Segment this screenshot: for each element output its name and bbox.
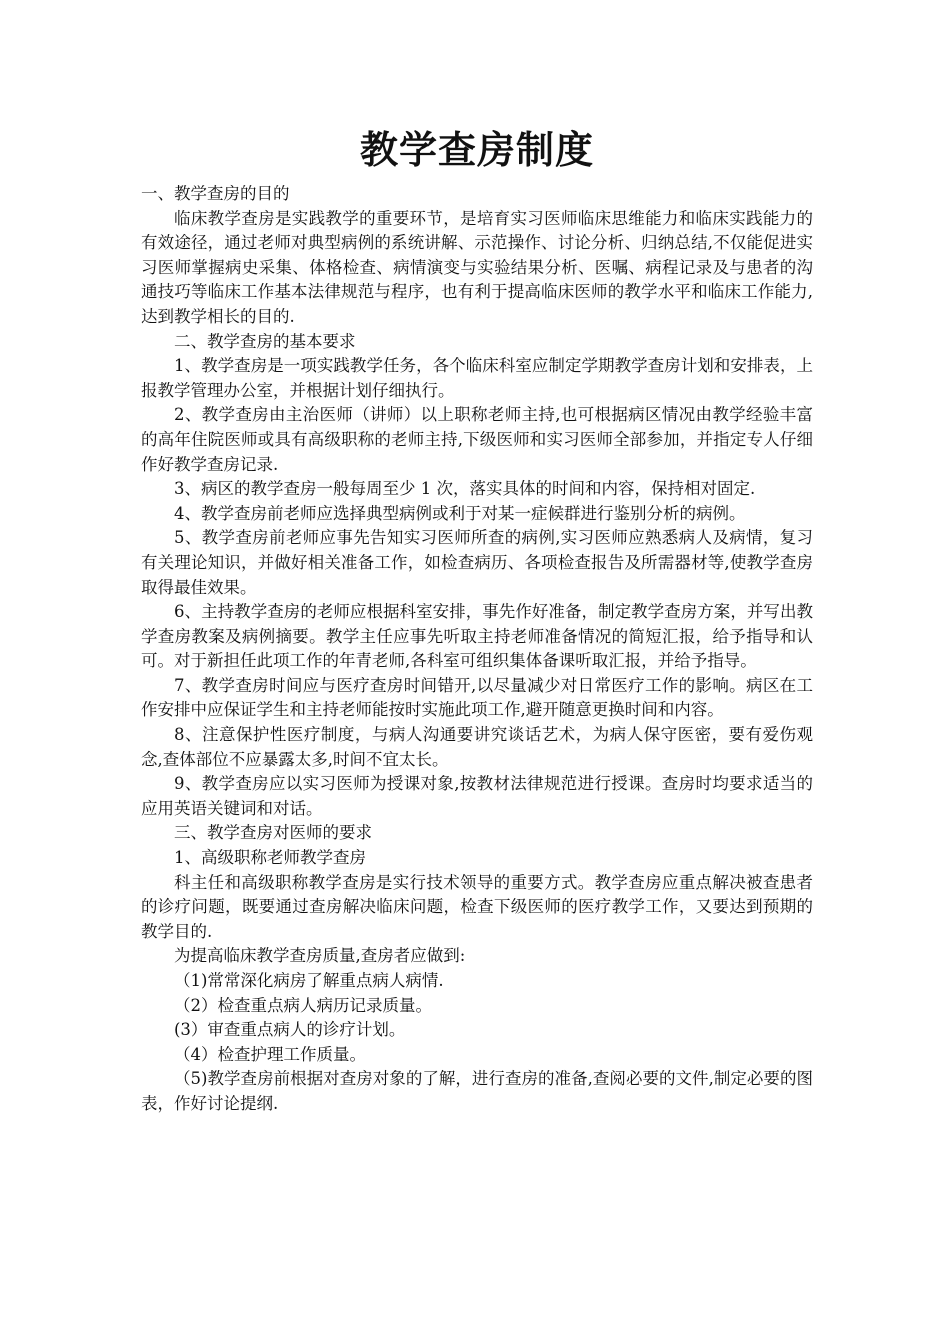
document-body [141, 182, 813, 1117]
quality-item-4: （4）检查护理工作质量。 [174, 1044, 366, 1064]
section-heading-purpose: 一、教学查房的目的 [141, 184, 290, 203]
quality-item-5: （5)教学查房前根据对查房对象的了解，进行查房的准备,查阅必要的文件,制定必要的图表，作好讨论提纲. [141, 1069, 813, 1113]
paragraph-senior-rounds: 科主任和高级职称教学查房是实行技术领导的重要方式。教学查房应重点解决被查患者的诊疗问题，既要通过查房解决临床问题，检查下级医师的医疗教学工作，又要达到预期的教学目的. [141, 872, 813, 941]
requirement-item-8: 8、注意保护性医疗制度，与病人沟通要讲究谈话艺术，为病人保守医密，要有爱伤观念,查体部位不应暴露太多,时间不宜太长。 [141, 725, 813, 769]
requirement-item-2: 2、教学查房由主治医师（讲师）以上职称老师主持,也可根据病区情况由教学经验丰富的高年住院医师或具有高级职称的老师主持,下级医师和实习医师全部参加，并指定专人仔细作好教学查房记录. [141, 405, 813, 474]
requirement-item-5: 5、教学查房前老师应事先告知实习医师所查的病例,实习医师应熟悉病人及病情，复习有关理论知识，并做好相关准备工作，如检查病历、各项检查报告及所需器材等,使教学查房取得最佳效果。 [141, 528, 813, 597]
quality-item-3: (3）审查重点病人的诊疗计划。 [174, 1020, 406, 1040]
quality-item-2: （2）检查重点病人病历记录质量。 [174, 995, 432, 1015]
document-title: 教学查房制度 [359, 128, 594, 172]
document-page [141, 118, 813, 1117]
subsection-heading-senior: 1、高级职称老师教学查房 [174, 848, 366, 868]
requirement-item-4: 4、教学查房前老师应选择典型病例或利于对某一症候群进行鉴别分析的病例。 [174, 503, 746, 523]
requirement-item-9: 9、教学查房应以实习医师为授课对象,按教材法律规范进行授课。查房时均要求适当的应用英语关键词和对话。 [141, 774, 813, 818]
section-heading-physician-requirements: 三、教学查房对医师的要求 [174, 823, 372, 843]
quality-item-1: （1)常常深化病房了解重点病人病情. [174, 971, 444, 990]
paragraph-purpose: 临床教学查房是实践教学的重要环节，是培育实习医师临床思维能力和临床实践能力的有效途径，通过老师对典型病例的系统讲解、示范操作、讨论分析、归纳总结,不仅能促进实习医师掌握病史采集、体格检查、病情演变与实验结果分析、医嘱、病程记录及与患者的沟通技巧等临床工作基本法律规范与程序，也有利于提高临床医师的教学水平和临床工作能力,达到教学相长的目的. [141, 208, 813, 326]
paragraph-quality-intro: 为提高临床教学查房质量,查房者应做到: [174, 946, 466, 966]
section-heading-requirements: 二、教学查房的基本要求 [174, 331, 356, 351]
requirement-item-6: 6、主持教学查房的老师应根据科室安排，事先作好准备，制定教学查房方案，并写出教学查房教案及病例摘要。教学主任应事先听取主持老师准备情况的简短汇报，给予指导和认可。对于新担任此项工作的年青老师,各科室可组织集体备课听取汇报，并给予指导。 [141, 602, 813, 671]
requirement-item-1: 1、教学查房是一项实践教学任务，各个临床科室应制定学期教学查房计划和安排表，上报教学管理办公室，并根据计划仔细执行。 [141, 356, 813, 400]
requirement-item-3: 3、病区的教学查房一般每周至少 1 次，落实具体的时间和内容，保持相对固定. [174, 479, 756, 499]
requirement-item-7: 7、教学查房时间应与医疗查房时间错开,以尽量减少对日常医疗工作的影响。病区在工作安排中应保证学生和主持老师能按时实施此项工作,避开随意更换时间和内容。 [141, 675, 813, 720]
